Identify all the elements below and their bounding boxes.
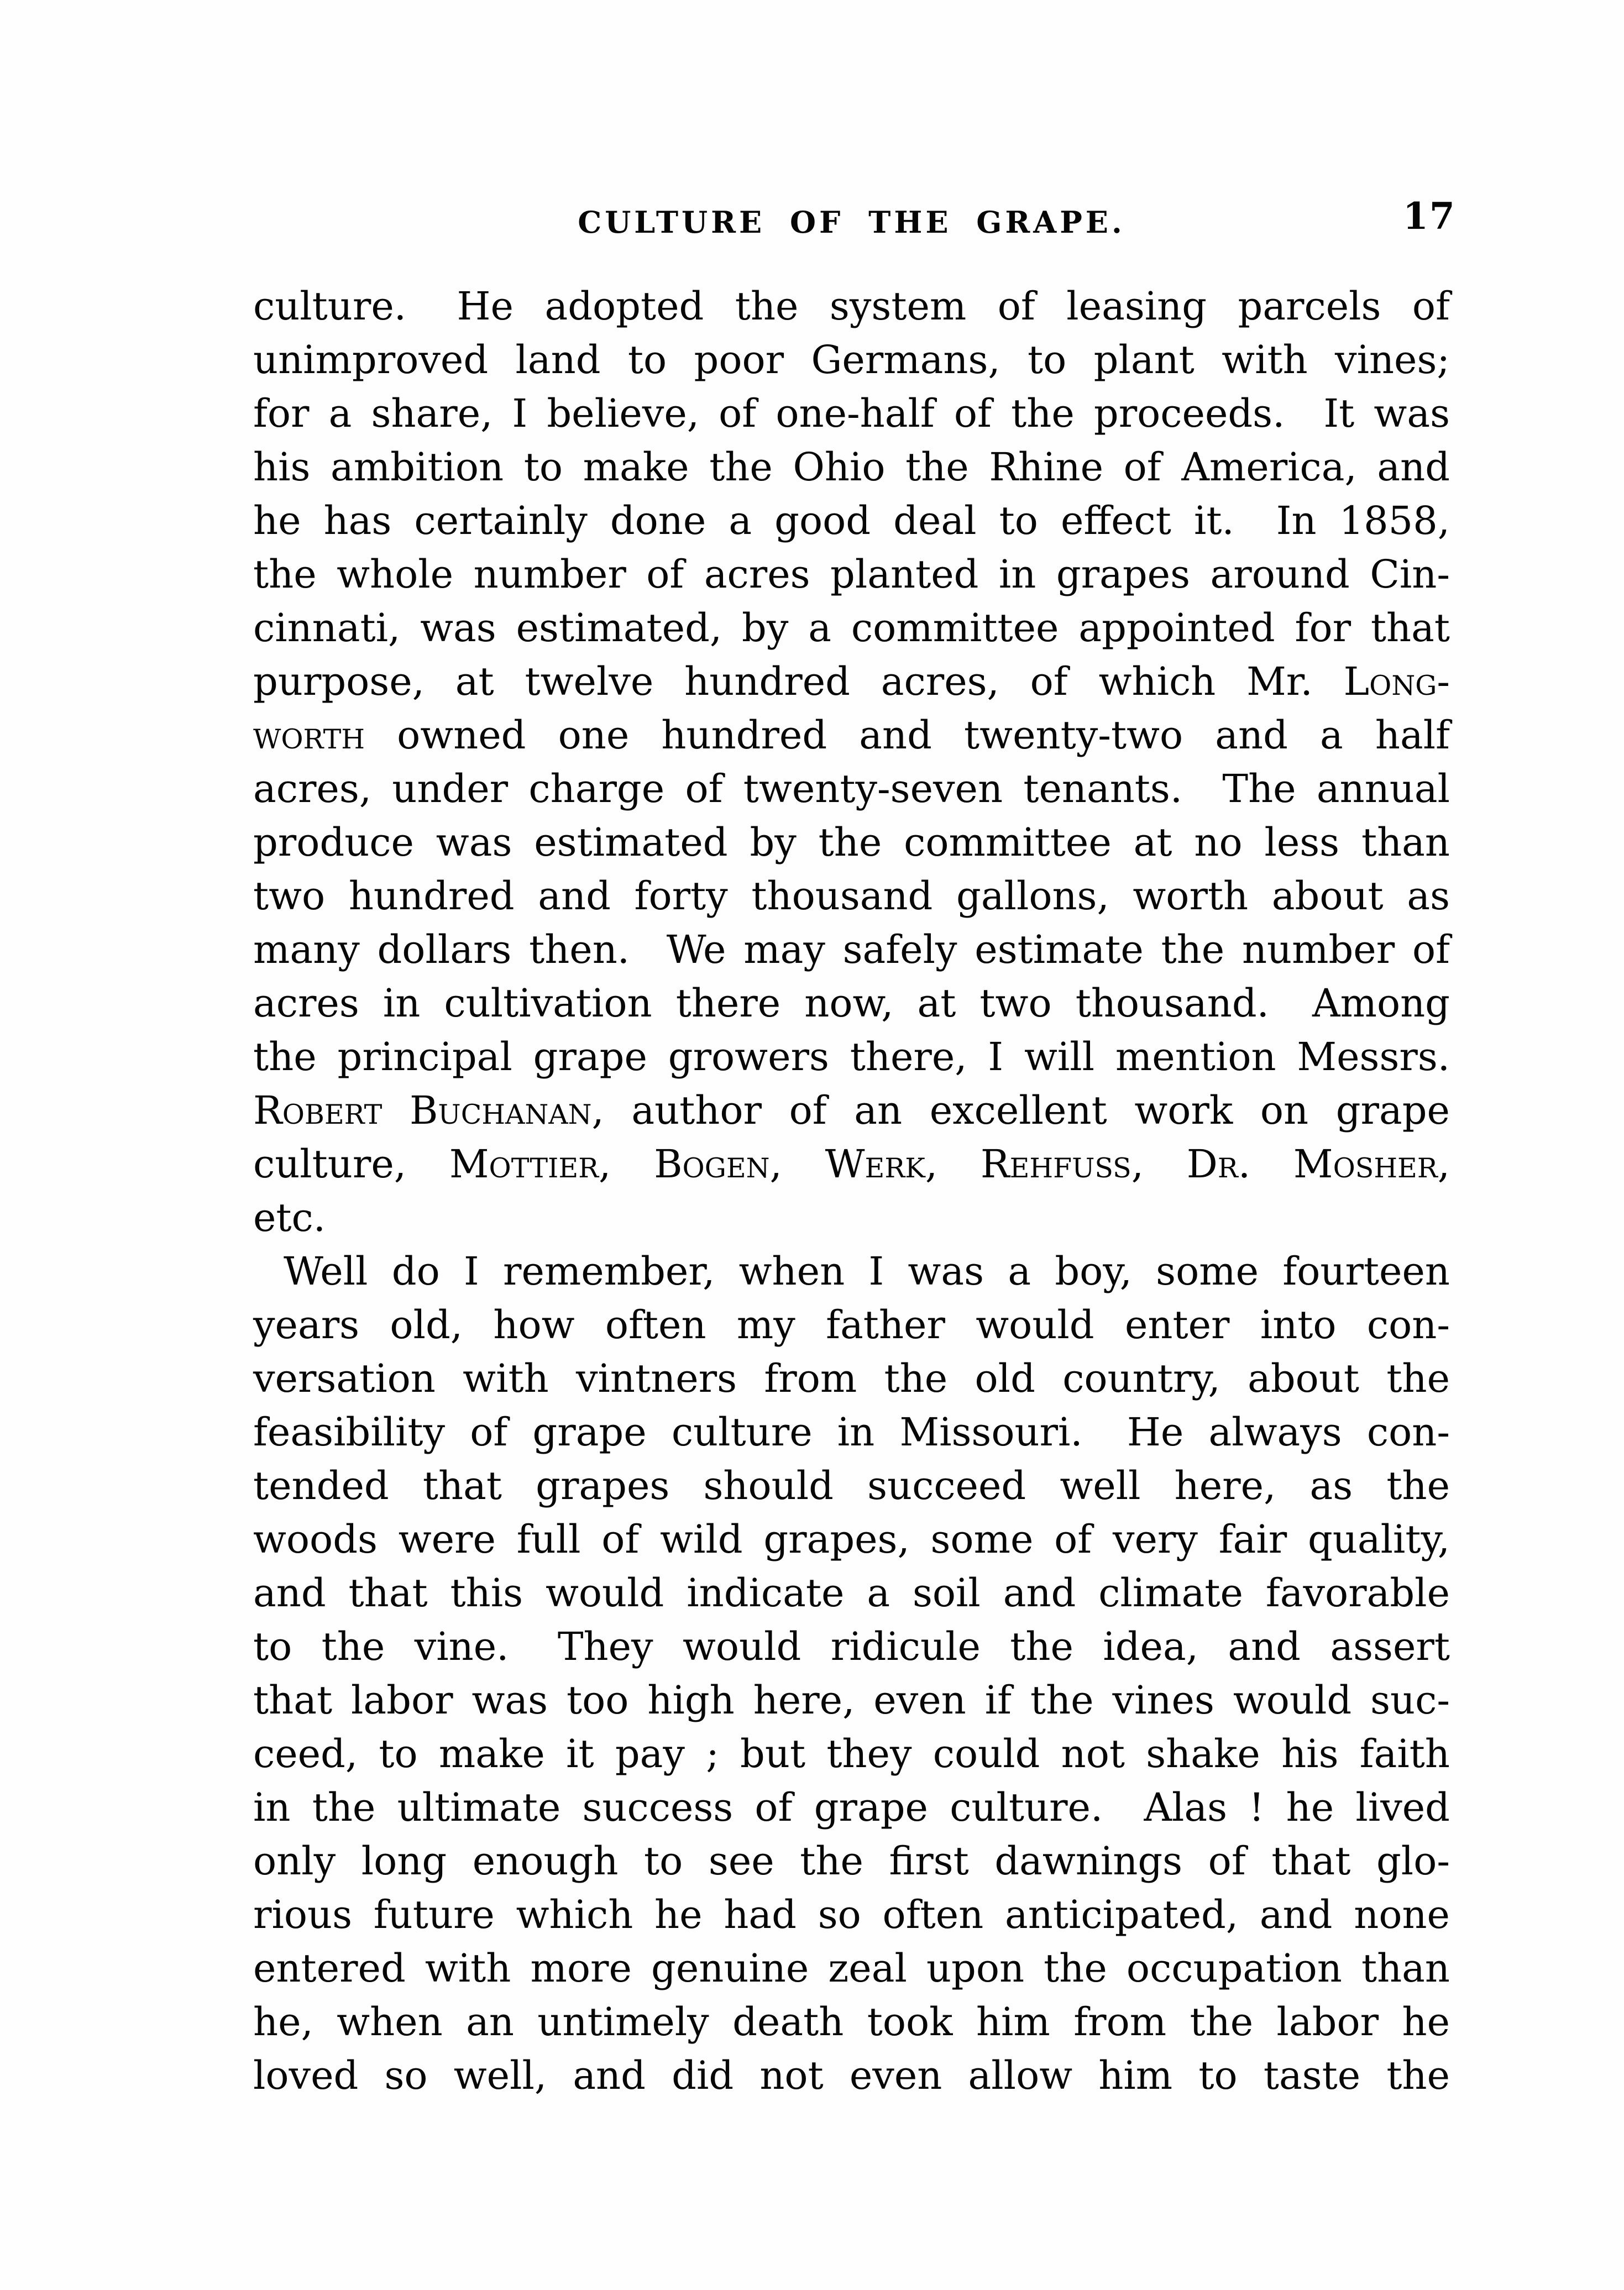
text-segment: many dollars then. We may safely estimate the number of <box>253 927 1450 972</box>
text-segment: , <box>1437 1141 1450 1187</box>
text-line <box>253 1030 1450 1084</box>
text-line <box>253 1942 1450 1995</box>
text-line <box>253 2049 1450 2103</box>
text-line <box>253 1566 1450 1620</box>
text-line <box>253 869 1450 923</box>
text-segment: unimproved land to poor Germans, to plant with vines; <box>253 337 1450 382</box>
text-line <box>253 1191 1450 1245</box>
paragraph <box>253 280 1450 1245</box>
text-line <box>253 1298 1450 1352</box>
running-head-title: CULTURE OF THE GRAPE. <box>578 205 1125 240</box>
small-caps-text: Long- <box>1343 659 1450 704</box>
text-line <box>253 762 1450 816</box>
text-segment: , <box>769 1141 825 1187</box>
text-line <box>253 1995 1450 2049</box>
text-segment: the whole number of acres planted in grapes around Cin- <box>253 552 1450 597</box>
text-segment: entered with more genuine zeal upon the occupation than <box>253 1946 1450 1991</box>
text-line <box>253 1620 1450 1674</box>
text-segment: tended that grapes should succeed well here, as the <box>253 1463 1450 1508</box>
text-segment: , <box>1131 1141 1187 1187</box>
small-caps-text: Mottier <box>449 1141 599 1187</box>
text-line <box>253 1835 1450 1888</box>
text-segment: he has certainly done a good deal to effect it. In 1858, <box>253 498 1450 543</box>
text-line <box>253 494 1450 548</box>
text-segment: culture, <box>253 1141 449 1187</box>
text-segment: , <box>925 1141 981 1187</box>
text-segment: and that this would indicate a soil and climate favorable <box>253 1570 1450 1616</box>
text-line <box>253 333 1450 387</box>
text-line <box>253 1727 1450 1781</box>
text-line <box>253 1781 1450 1835</box>
text-segment: that labor was too high here, even if the vines would suc- <box>253 1678 1450 1723</box>
text-line <box>253 601 1450 655</box>
text-line <box>253 655 1450 709</box>
text-segment: etc. <box>253 1195 326 1240</box>
text-segment: Well do I remember, when I was a boy, some fourteen <box>284 1249 1450 1294</box>
text-segment: to the vine. They would ridicule the idea, and assert <box>253 1624 1450 1669</box>
text-line <box>253 977 1450 1030</box>
text-segment: loved so well, and did not even allow him to taste the <box>253 2053 1450 2098</box>
text-line <box>253 1406 1450 1459</box>
text-line <box>253 1513 1450 1566</box>
text-segment: , <box>599 1141 654 1187</box>
text-line <box>253 1459 1450 1513</box>
text-segment: versation with vintners from the old country, about the <box>253 1356 1450 1401</box>
text-segment: the principal grape growers there, I will mention Messrs. <box>253 1034 1450 1080</box>
text-segment: cinnati, was estimated, by a committee appointed for that <box>253 605 1450 651</box>
text-line <box>253 816 1450 869</box>
text-line <box>253 1084 1450 1138</box>
small-caps-text: Bogen <box>654 1141 770 1187</box>
small-caps-text: Robert Buchanan <box>253 1088 592 1133</box>
text-line <box>253 709 1450 762</box>
page-number: 17 <box>1403 195 1456 238</box>
text-segment: , author of an excellent work on grape <box>591 1088 1450 1133</box>
text-segment: ceed, to make it pay ; but they could not shake his faith <box>253 1731 1450 1777</box>
text-block <box>253 280 1450 2103</box>
small-caps-text: worth <box>253 712 365 758</box>
text-line <box>253 280 1450 333</box>
text-segment: owned one hundred and twenty-two and a half <box>364 712 1450 758</box>
text-segment: rious future which he had so often anticipated, and none <box>253 1892 1450 1937</box>
text-line <box>253 387 1450 441</box>
text-segment: purpose, at twelve hundred acres, of which Mr. <box>253 659 1344 704</box>
text-line <box>253 1888 1450 1942</box>
text-segment: for a share, I believe, of one-half of the proceeds. It was <box>253 391 1450 436</box>
text-line <box>253 923 1450 977</box>
text-segment: acres in cultivation there now, at two thousand. Among <box>253 981 1450 1026</box>
text-segment: years old, how often my father would enter into con- <box>253 1302 1450 1348</box>
text-segment: two hundred and forty thousand gallons, worth about as <box>253 873 1450 919</box>
text-segment: in the ultimate success of grape culture. Alas ! he lived <box>253 1785 1450 1830</box>
text-line <box>253 548 1450 601</box>
text-segment: acres, under charge of twenty-seven tenants. The annual <box>253 766 1450 811</box>
text-segment: only long enough to see the first dawnings of that glo- <box>253 1838 1450 1884</box>
running-head <box>253 205 1450 240</box>
text-segment: woods were full of wild grapes, some of very fair quality, <box>253 1517 1450 1562</box>
text-line <box>253 1245 1450 1298</box>
text-segment: his ambition to make the Ohio the Rhine of America, and <box>253 444 1450 490</box>
small-caps-text: Rehfuss <box>980 1141 1131 1187</box>
text-line <box>253 1674 1450 1727</box>
text-line <box>253 1352 1450 1406</box>
text-line <box>253 441 1450 494</box>
text-segment: produce was estimated by the committee at no less than <box>253 820 1450 865</box>
text-line <box>253 1138 1450 1191</box>
text-segment: feasibility of grape culture in Missouri. He always con- <box>253 1409 1450 1455</box>
small-caps-text: Werk <box>825 1141 925 1187</box>
text-segment: culture. He adopted the system of leasing parcels of <box>253 284 1450 329</box>
small-caps-text: Dr. Mosher <box>1186 1141 1438 1187</box>
text-segment: he, when an untimely death took him from the labor he <box>253 1999 1450 2045</box>
paragraph <box>253 1245 1450 2103</box>
